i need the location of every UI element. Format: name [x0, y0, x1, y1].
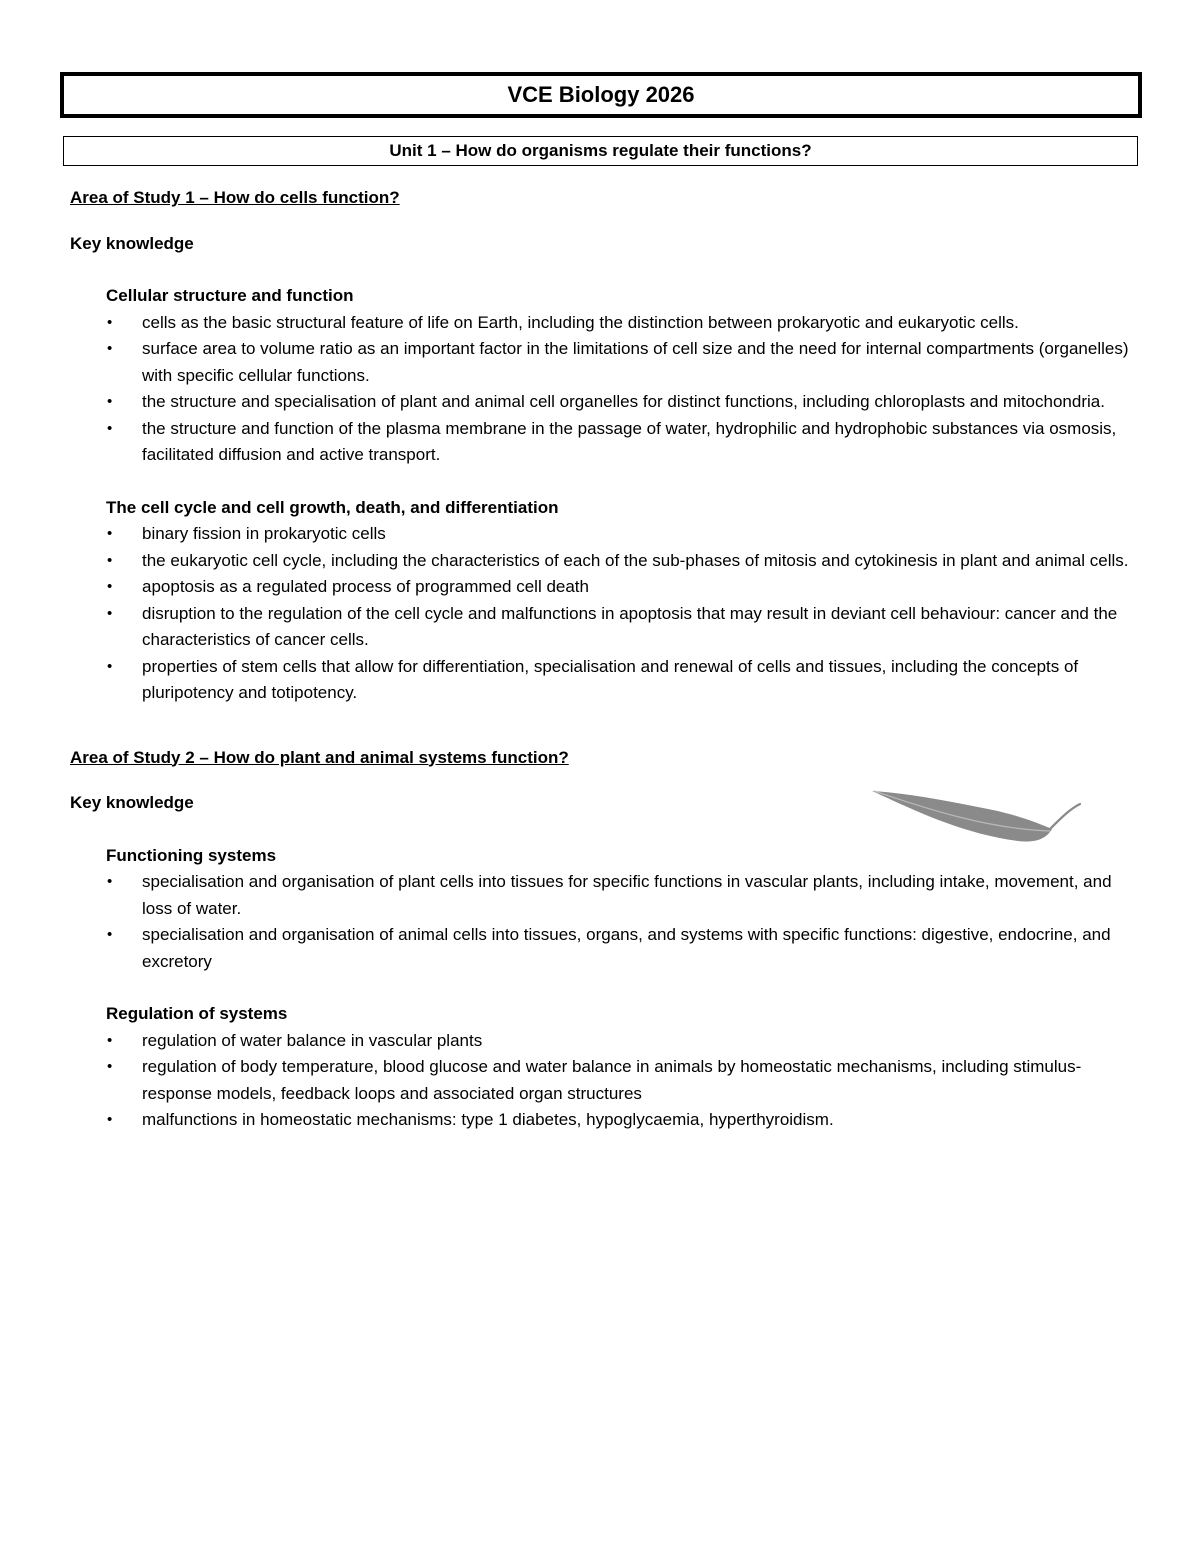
list-item: • specialisation and organisation of animal cells into tissues, organs, and systems with specific functions: digestive, endocrine, and excretory [142, 922, 1132, 975]
key-knowledge-heading-1: Key knowledge [70, 233, 194, 253]
section-heading-cell-cycle: The cell cycle and cell growth, death, and differentiation [106, 497, 559, 517]
list-item: • specialisation and organisation of plant cells into tissues for specific functions in vascular plants, including intake, movement, and loss of water. [142, 869, 1132, 922]
list-item: • the eukaryotic cell cycle, including the characteristics of each of the sub-phases of mitosis and cytokinesis in plant and animal cells. [142, 548, 1132, 575]
bullet-list-regulation-of-systems [70, 1028, 1132, 1134]
bullet-icon: • [107, 313, 113, 331]
list-item: • properties of stem cells that allow for differentiation, specialisation and renewal of cells and tissues, including the concepts of pluripotency and totipotency. [142, 654, 1132, 707]
list-item: • apoptosis as a regulated process of programmed cell death [142, 574, 1132, 601]
section-heading-cellular-structure: Cellular structure and function [106, 286, 354, 305]
list-item: • regulation of body temperature, blood glucose and water balance in animals by homeostatic mechanisms, including stimulus-response models, feedback loops and associated organ structures [142, 1054, 1132, 1107]
document-content [70, 185, 1140, 1134]
area-of-study-2-heading: Area of Study 2 – How do plant and animal systems function? [70, 747, 569, 767]
list-item: • regulation of water balance in vascular plants [142, 1028, 1132, 1055]
unit-title-text: Unit 1 – How do organisms regulate their functions? [389, 141, 812, 160]
area-of-study-1-heading: Area of Study 1 – How do cells function? [70, 188, 400, 207]
bullet-icon: • [107, 657, 113, 675]
bullet-icon: • [107, 393, 113, 410]
bullet-icon: • [107, 1058, 113, 1075]
bullet-icon: • [107, 340, 113, 357]
bullet-icon: • [107, 419, 113, 437]
section-heading-functioning-systems: Functioning systems [106, 845, 277, 865]
bullet-icon: • [107, 525, 113, 542]
list-item: • binary fission in prokaryotic cells [142, 521, 1132, 548]
leaf-icon [868, 785, 1084, 847]
list-item: • disruption to the regulation of the cell cycle and malfunctions in apoptosis that may result in deviant cell behaviour: cancer and the characteristics of cancer cells. [142, 601, 1132, 654]
bullet-icon: • [107, 551, 113, 569]
list-item: • the structure and function of the plasma membrane in the passage of water, hydrophilic and hydrophobic substances via osmosis, facilitated diffusion and active transport. [142, 416, 1132, 469]
bullet-list-cell-cycle [70, 521, 1132, 707]
list-item: • the structure and specialisation of plant and animal cell organelles for distinct functions, including chloroplasts and mitochondria. [142, 389, 1132, 416]
page-title-text: VCE Biology 2026 [507, 82, 695, 107]
bullet-list-functioning-systems [70, 869, 1132, 975]
bullet-icon: • [107, 578, 113, 595]
key-knowledge-heading-2: Key knowledge [70, 793, 194, 812]
unit-title [63, 136, 1138, 166]
section-heading-regulation-of-systems: Regulation of systems [106, 1004, 288, 1023]
list-item: • malfunctions in homeostatic mechanisms: type 1 diabetes, hypoglycaemia, hyperthyroidism. [142, 1107, 1132, 1134]
list-item: • surface area to volume ratio as an important factor in the limitations of cell size and the need for internal compartments (organelles) with specific cellular functions. [142, 336, 1132, 389]
bullet-icon: • [107, 604, 113, 622]
bullet-icon: • [107, 1031, 113, 1049]
bullet-list-cellular-structure [70, 310, 1132, 469]
bullet-icon: • [107, 873, 113, 890]
bullet-icon: • [107, 926, 113, 943]
section-spacer [70, 707, 1140, 745]
bullet-icon: • [107, 1111, 113, 1128]
page-title [60, 72, 1142, 118]
list-item: • cells as the basic structural feature of life on Earth, including the distinction between prokaryotic and eukaryotic cells. [142, 310, 1132, 337]
